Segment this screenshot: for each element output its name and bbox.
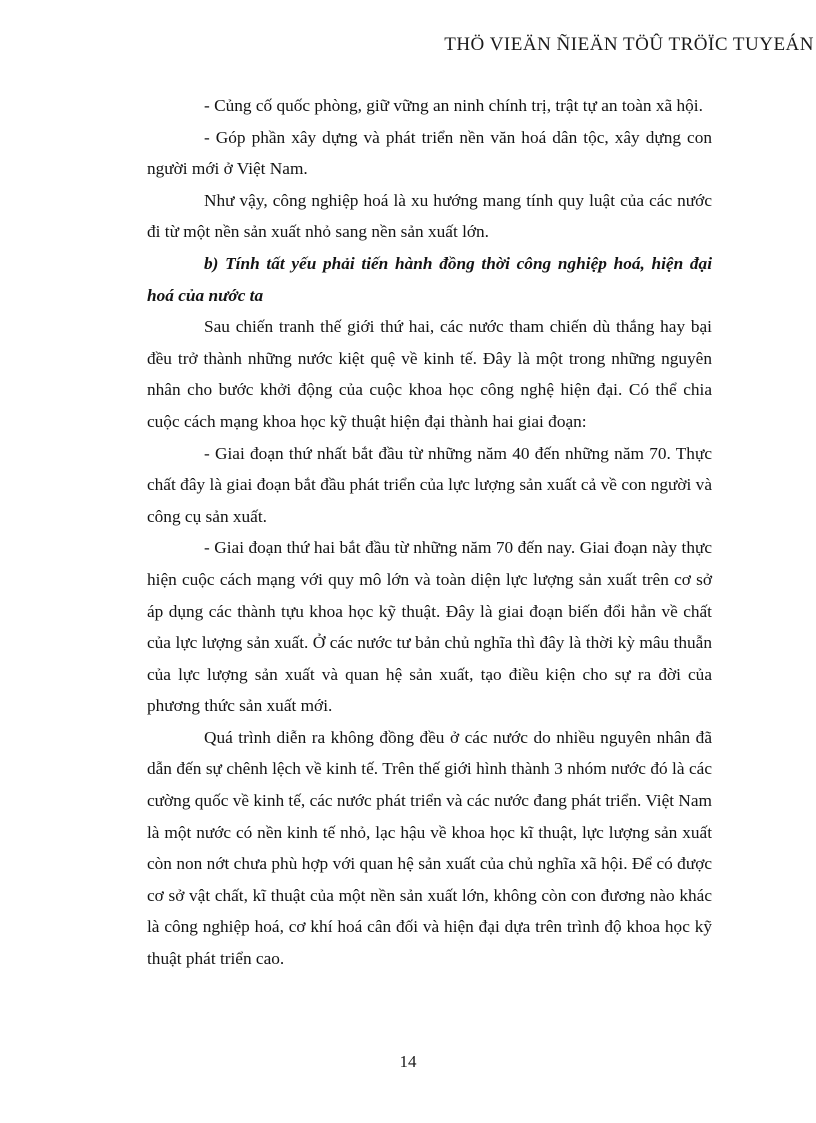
paragraph-postwar: Sau chiến tranh thế giới thứ hai, các nước tham chiến dù thắng hay bại đều trở thành những nước kiệt quệ về kinh tế. Đây là một trong những nguyên nhân cho bước khởi động của cuộc khoa học công nghệ hiện đại. Có thể chia cuộc cách mạng khoa học kỹ thuật hiện đại thành hai giai đoạn:: [147, 317, 712, 431]
paragraph-bullet-culture: - Góp phần xây dựng và phát triển nền văn hoá dân tộc, xây dựng con người mới ở Việt Nam.: [147, 127, 712, 179]
paragraph-summary: Như vậy, công nghiệp hoá là xu hướng mang tính quy luật của các nước đi từ một nền sản xuất nhỏ sang nền sản xuất lớn.: [147, 190, 712, 242]
paragraph-vietnam: Quá trình diễn ra không đồng đều ở các nước do nhiều nguyên nhân đã dẫn đến sự chênh lệch về kinh tế. Trên thế giới hình thành 3 nhóm nước đó là các cường quốc về kinh tế, các nước phát triển và các nước đang phát triển. Việt Nam là một nước có nền kinh tế nhỏ, lạc hậu về khoa học kĩ thuật, lực lượng sản xuất còn non nớt chưa phù hợp với quan hệ sản xuất của chủ nghĩa xã hội. Để có được cơ sở vật chất, kĩ thuật của một nền sản xuất lớn, không còn con đương nào khác là công nghiệp hoá, cơ khí hoá cân đối và hiện đại dựa trên trình độ khoa học kỹ thuật phát triển cao.: [147, 727, 712, 969]
paragraph-bullet-defense: - Củng cố quốc phòng, giữ vững an ninh chính trị, trật tự an toàn xã hội.: [204, 96, 703, 115]
paragraph-phase-one: - Giai đoạn thứ nhất bắt đầu từ những năm 40 đến những năm 70. Thực chất đây là giai đoạn bắt đầu phát triển của lực lượng sản xuất cả về con người và công cụ sản xuất.: [147, 443, 712, 526]
paragraph-phase-two: - Giai đoạn thứ hai bắt đầu từ những năm 70 đến nay. Giai đoạn này thực hiện cuộc cách mạng với quy mô lớn và toàn diện lực lượng sản xuất trên cơ sở áp dụng các thành tựu khoa học kỹ thuật. Đây là giai đoạn biến đổi hẳn về chất của lực lượng sản xuất. Ở các nước tư bản chủ nghĩa thì đây là thời kỳ mâu thuẫn của lực lượng sản xuất và quan hệ sản xuất, tạo điều kiện cho sự ra đời của phương thức sản xuất mới.: [147, 538, 712, 716]
page-number: 14: [399, 1052, 417, 1071]
section-heading: b) Tính tất yếu phải tiến hành đồng thời công nghiệp hoá, hiện đại hoá của nước ta: [147, 253, 712, 305]
page-header: THÖ VIEÄN ÑIEÄN TÖÛ TRÖÏC TUYEÁN: [444, 34, 814, 55]
body-text: [147, 90, 712, 975]
